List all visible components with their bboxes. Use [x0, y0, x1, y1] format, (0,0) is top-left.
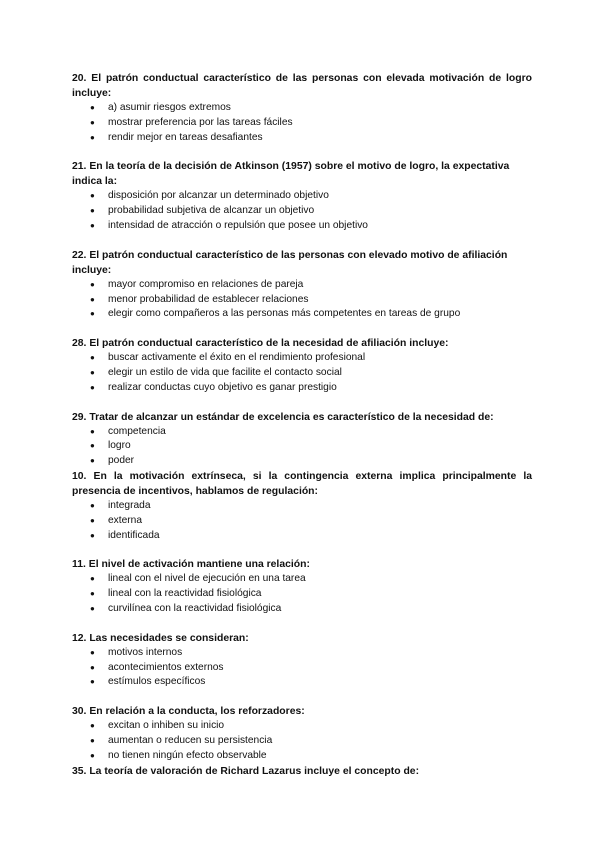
option-list: [72, 719, 532, 763]
option-list: [72, 189, 532, 233]
option-item: ● no tienen ningún efecto observable: [72, 749, 532, 764]
option-item: ● intensidad de atracción o repulsión que posee un objetivo: [72, 219, 532, 234]
option-item: ● disposición por alcanzar un determinado objetivo: [72, 189, 532, 204]
question-title: 30. En relación a la conducta, los reforzadores:: [72, 706, 305, 718]
bullet-icon: ●: [90, 426, 95, 436]
option-item: ● acontecimientos externos: [72, 661, 532, 676]
option-list: [72, 646, 532, 690]
bullet-icon: ●: [90, 721, 95, 731]
option-item: ● mayor compromiso en relaciones de pareja: [72, 278, 532, 293]
question-title: 29. Tratar de alcanzar un estándar de excelencia es característico de la necesidad de:: [72, 411, 494, 423]
question-title: 35. La teoría de valoración de Richard Lazarus incluye el concepto de:: [72, 765, 420, 777]
option-item: ● curvilínea con la reactividad fisiológica: [72, 602, 532, 617]
option-list: [72, 101, 532, 145]
option-item: ● aumentan o reducen su persistencia: [72, 734, 532, 749]
option-list: [72, 572, 532, 616]
bullet-icon: ●: [90, 220, 95, 230]
question-title: 21. En la teoría de la decisión de Atkinson (1957) sobre el motivo de logro, la expectativa indica la:: [72, 161, 510, 188]
option-item: ● lineal con la reactividad fisiológica: [72, 587, 532, 602]
option-list: [72, 425, 532, 469]
question-10: [72, 469, 532, 543]
option-item: ● a) asumir riesgos extremos: [72, 101, 532, 116]
option-item: ● externa: [72, 514, 532, 529]
bullet-icon: ●: [90, 294, 95, 304]
bullet-icon: ●: [90, 309, 95, 319]
option-item: ● integrada: [72, 499, 532, 514]
option-list: [72, 278, 532, 322]
option-item: ● poder: [72, 454, 532, 469]
option-item: ● mostrar preferencia por las tareas fáciles: [72, 116, 532, 131]
bullet-icon: ●: [90, 662, 95, 672]
bullet-icon: ●: [90, 589, 95, 599]
question-22: [72, 248, 532, 322]
bullet-icon: ●: [90, 530, 95, 540]
question-29: [72, 410, 532, 469]
option-item: ● elegir como compañeros a las personas más competentes en tareas de grupo: [72, 307, 532, 322]
option-item: ● realizar conductas cuyo objetivo es ganar prestigio: [72, 381, 532, 396]
bullet-icon: ●: [90, 735, 95, 745]
option-item: ● competencia: [72, 425, 532, 440]
bullet-icon: ●: [90, 103, 95, 112]
question-12: [72, 631, 532, 690]
question-title: 22. El patrón conductual característico de las personas con elevado motivo de afiliación incluye:: [72, 249, 508, 276]
option-item: ● logro: [72, 439, 532, 454]
bullet-icon: ●: [90, 441, 95, 451]
question-28: [72, 336, 532, 395]
bullet-icon: ●: [90, 117, 95, 127]
bullet-icon: ●: [90, 750, 95, 760]
option-list: [72, 499, 532, 543]
question-title: 12. Las necesidades se consideran:: [72, 632, 249, 644]
question-title: 11. El nivel de activación mantiene una relación:: [72, 559, 310, 571]
document-page: [72, 71, 532, 779]
option-item: ● menor probabilidad de establecer relaciones: [72, 293, 532, 308]
option-item: ● buscar activamente el éxito en el rendimiento profesional: [72, 351, 532, 366]
bullet-icon: ●: [90, 206, 95, 216]
bullet-icon: ●: [90, 353, 95, 363]
question-20: [72, 71, 532, 145]
option-item: ● elegir un estilo de vida que facilite el contacto social: [72, 366, 532, 381]
question-35: [72, 764, 532, 779]
bullet-icon: ●: [90, 191, 95, 201]
option-item: ● identificada: [72, 529, 532, 544]
option-item: ● probabilidad subjetiva de alcanzar un objetivo: [72, 204, 532, 219]
option-item: ● lineal con el nivel de ejecución en una tarea: [72, 572, 532, 587]
option-item: ● rendir mejor en tareas desafiantes: [72, 131, 532, 146]
bullet-icon: ●: [90, 279, 95, 289]
bullet-icon: ●: [90, 367, 95, 377]
bullet-icon: ●: [90, 132, 95, 142]
option-item: ● excitan o inhiben su inicio: [72, 719, 532, 734]
question-11: [72, 557, 532, 616]
question-title: 10. En la motivación extrínseca, si la contingencia externa implica principalmente la presencia de incentivos, hablamos de regulación:: [72, 470, 532, 497]
bullet-icon: ●: [90, 677, 95, 687]
option-item: ● estímulos específicos: [72, 675, 532, 690]
bullet-icon: ●: [90, 515, 95, 525]
option-list: [72, 351, 532, 395]
question-30: [72, 704, 532, 763]
bullet-icon: ●: [90, 500, 95, 510]
bullet-icon: ●: [90, 574, 95, 584]
question-21: [72, 159, 532, 233]
question-title: 28. El patrón conductual característico de la necesidad de afiliación incluye:: [72, 338, 449, 350]
option-item: ● motivos internos: [72, 646, 532, 661]
bullet-icon: ●: [90, 647, 95, 657]
bullet-icon: ●: [90, 456, 95, 466]
question-title: 20. El patrón conductual característico de las personas con elevada motivación de logro incluye:: [72, 73, 532, 99]
bullet-icon: ●: [90, 382, 95, 392]
bullet-icon: ●: [90, 603, 95, 613]
